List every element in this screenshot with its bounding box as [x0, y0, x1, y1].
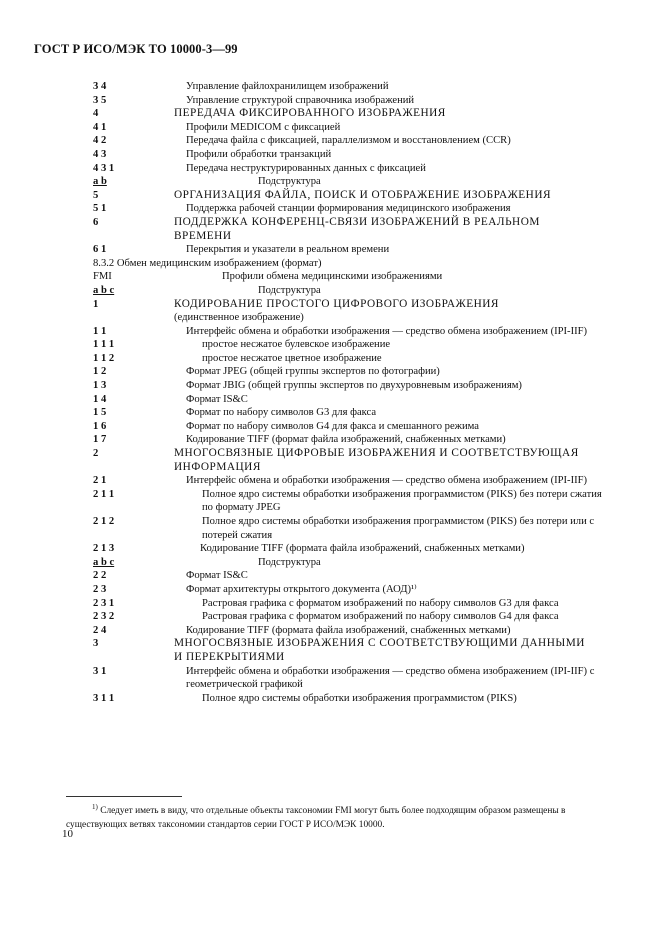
taxonomy-code: a b: [93, 176, 107, 188]
taxonomy-description: 8.3.2 Обмен медицинским изображением (формат): [93, 257, 322, 269]
taxonomy-description: Кодирование TIFF (формата файла изображений, снабженных метками): [186, 624, 511, 636]
footnote: [66, 800, 600, 832]
taxonomy-row: [0, 393, 661, 407]
taxonomy-code: 2 2: [93, 570, 107, 582]
taxonomy-row: [0, 406, 661, 420]
taxonomy-row: [0, 515, 661, 542]
taxonomy-description: Формат JPEG (общей группы экспертов по фотографии): [186, 366, 440, 378]
taxonomy-row: [0, 665, 661, 692]
taxonomy-row: [0, 148, 661, 162]
taxonomy-description: Поддержка рабочей станции формирования медицинского изображения: [186, 203, 511, 215]
taxonomy-code: 5 1: [93, 203, 107, 215]
taxonomy-row: [0, 107, 661, 121]
taxonomy-description: Передача неструктурированных данных с фиксацией: [186, 162, 426, 174]
taxonomy-description: Подструктура: [258, 176, 321, 188]
taxonomy-code: 3 5: [93, 94, 107, 106]
taxonomy-code: 3: [93, 638, 99, 650]
taxonomy-description: Перекрытия и указатели в реальном времени: [186, 244, 390, 256]
taxonomy-row: [0, 583, 661, 597]
taxonomy-row: [0, 121, 661, 135]
taxonomy-row: [0, 134, 661, 148]
taxonomy-code: 1 6: [93, 420, 107, 432]
taxonomy-row: [0, 365, 661, 379]
taxonomy-description: Управление файлохранилищем изображений: [186, 81, 389, 92]
taxonomy-description: Полное ядро системы обработки изображения программистом (PIKS) без потери сжатия по формату JPEG: [202, 488, 602, 514]
taxonomy-description: Профили обмена медицинскими изображениями: [222, 271, 443, 283]
taxonomy-row: [0, 94, 661, 108]
taxonomy-row: [0, 542, 661, 556]
footnote-mark: 1): [92, 803, 98, 811]
taxonomy-row: [0, 352, 661, 366]
taxonomy-row: [0, 216, 661, 243]
taxonomy-code: 4 2: [93, 135, 107, 147]
taxonomy-row: [0, 597, 661, 611]
taxonomy-description: Формат по набору символов G3 для факса: [186, 407, 377, 419]
taxonomy-code: 1 5: [93, 407, 107, 419]
taxonomy-code: 1 2: [93, 366, 107, 378]
taxonomy-description: Растровая графика с форматом изображений по набору символов G4 для факса: [202, 611, 559, 623]
taxonomy-code: FMI: [93, 271, 112, 283]
taxonomy-row: [0, 243, 661, 257]
taxonomy-code: 3 1: [93, 665, 107, 677]
page-number: 10: [62, 828, 73, 840]
taxonomy-row: [0, 325, 661, 339]
taxonomy-row: [0, 202, 661, 216]
taxonomy-description: Формат IS&C: [186, 570, 248, 582]
taxonomy-description: ПЕРЕДАЧА ФИКСИРОВАННОГО ИЗОБРАЖЕНИЯ: [174, 107, 446, 120]
taxonomy-description: МНОГОСВЯЗНЫЕ ИЗОБРАЖЕНИЯ С СООТВЕТСТВУЮЩИМИ ДАННЫМИ И ПЕРЕКРЫТИЯМИ: [174, 637, 585, 663]
taxonomy-description: Формат по набору символов G4 для факса и смешанного режима: [186, 420, 480, 432]
taxonomy-code: 2 3: [93, 583, 107, 595]
taxonomy-code: 1 4: [93, 393, 107, 405]
taxonomy-description: Интерфейс обмена и обработки изображения — средство обмена изображением (IPI-IIF) с геометрической графикой: [186, 665, 595, 691]
taxonomy-row: [0, 474, 661, 488]
taxonomy-description: Кодирование TIFF (формат файла изображений, снабженных метками): [186, 434, 506, 446]
taxonomy-description: Кодирование TIFF (формата файла изображений, снабженных метками): [200, 543, 525, 555]
taxonomy-row: [0, 298, 661, 312]
taxonomy-code: 2 4: [93, 624, 107, 636]
taxonomy-code: 3 4: [93, 81, 107, 92]
taxonomy-code: 2 1 2: [93, 516, 115, 527]
document-header: ГОСТ Р ИСО/МЭК ТО 10000-3—99: [34, 42, 238, 56]
taxonomy-description: Интерфейс обмена и обработки изображения — средство обмена изображением (IPI-IIF): [186, 325, 588, 337]
taxonomy-row: [0, 637, 661, 664]
taxonomy-code: 1 1 1: [93, 339, 115, 351]
taxonomy-row: [0, 379, 661, 393]
taxonomy-description: Подструктура: [258, 556, 321, 568]
taxonomy-code: 6: [93, 216, 99, 228]
taxonomy-code: 1 1: [93, 325, 107, 337]
taxonomy-row: [0, 488, 661, 515]
taxonomy-row: [0, 556, 661, 570]
taxonomy-code: 3 1 1: [93, 692, 115, 704]
taxonomy-description: МНОГОСВЯЗНЫЕ ЦИФРОВЫЕ ИЗОБРАЖЕНИЯ И СООТВЕТСТВУЮЩАЯ ИНФОРМАЦИЯ: [174, 447, 579, 473]
taxonomy-row: [0, 284, 661, 298]
taxonomy-code: 1 7: [93, 434, 107, 446]
taxonomy-description: Управление структурой справочника изображений: [186, 94, 415, 106]
taxonomy-description: Формат JBIG (общей группы экспертов по двухуровневым изображениям): [186, 380, 522, 392]
taxonomy-description: Полное ядро системы обработки изображения программистом (PIKS) без потери или с потерей сжатия: [202, 516, 595, 541]
taxonomy-code: 5: [93, 189, 99, 201]
taxonomy-row: [0, 420, 661, 434]
taxonomy-code: 2 3 2: [93, 611, 115, 623]
taxonomy-description: ПОДДЕРЖКА КОНФЕРЕНЦ-СВЯЗИ ИЗОБРАЖЕНИЙ В РЕАЛЬНОМ ВРЕМЕНИ: [174, 215, 540, 242]
taxonomy-code: 4 1: [93, 121, 107, 133]
taxonomy-row: [0, 80, 661, 94]
taxonomy-description: Формат архитектуры открытого документа (АОД)¹⁾: [186, 583, 417, 595]
taxonomy-code: 2 1 1: [93, 488, 115, 500]
taxonomy-row: [0, 569, 661, 583]
taxonomy-row: [0, 338, 661, 352]
taxonomy-code: 2: [93, 448, 99, 460]
taxonomy-description: Подструктура: [258, 284, 321, 296]
taxonomy-description: простое несжатое булевское изображение: [202, 339, 391, 351]
taxonomy-row: [0, 311, 661, 325]
taxonomy-row: [0, 624, 661, 638]
taxonomy-row: [0, 433, 661, 447]
taxonomy-code: 4: [93, 108, 99, 120]
taxonomy-row: [0, 257, 661, 271]
taxonomy-row: [0, 175, 661, 189]
taxonomy-code: 2 1: [93, 475, 107, 487]
taxonomy-description: ОРГАНИЗАЦИЯ ФАЙЛА, ПОИСК И ОТОБРАЖЕНИЕ ИЗОБРАЖЕНИЯ: [174, 188, 552, 201]
taxonomy-description: Растровая графика с форматом изображений по набору символов G3 для факса: [202, 597, 559, 609]
taxonomy-row: [0, 270, 661, 284]
taxonomy-description: Полное ядро системы обработки изображения программистом (PIKS): [202, 692, 517, 704]
taxonomy-description: (единственное изображение): [174, 312, 304, 324]
taxonomy-list: [0, 80, 661, 705]
taxonomy-description: Профили MEDICOM с фиксацией: [186, 121, 341, 133]
taxonomy-code: 6 1: [93, 244, 107, 256]
footnote-separator: [66, 796, 182, 797]
taxonomy-description: Интерфейс обмена и обработки изображения — средство обмена изображением (IPI-IIF): [186, 475, 588, 487]
taxonomy-code: 4 3 1: [93, 162, 115, 174]
taxonomy-code: 2 3 1: [93, 597, 115, 609]
taxonomy-code: a b c: [93, 284, 115, 296]
taxonomy-code: 1 1 2: [93, 352, 115, 364]
taxonomy-description: КОДИРОВАНИЕ ПРОСТОГО ЦИФРОВОГО ИЗОБРАЖЕНИЯ: [174, 297, 499, 310]
taxonomy-code: 1 3: [93, 380, 107, 392]
taxonomy-row: [0, 610, 661, 624]
footnote-text: Следует иметь в виду, что отдельные объекты таксономии FMI могут быть более подходящим образом размещены в существующих ветвях таксономии стандартов серии ГОСТ Р ИСО/МЭК 10000.: [66, 806, 566, 831]
taxonomy-code: 1: [93, 298, 99, 310]
taxonomy-description: Формат IS&C: [186, 393, 248, 405]
taxonomy-row: [0, 162, 661, 176]
taxonomy-description: простое несжатое цветное изображение: [202, 352, 382, 364]
taxonomy-row: [0, 447, 661, 474]
taxonomy-code: a b c: [93, 556, 115, 568]
taxonomy-row: [0, 189, 661, 203]
taxonomy-description: Профили обработки транзакций: [186, 148, 332, 160]
taxonomy-description: Передача файла с фиксацией, параллелизмом и восстановлением (CCR): [186, 135, 511, 147]
taxonomy-row: [0, 692, 661, 706]
taxonomy-code: 4 3: [93, 148, 107, 160]
taxonomy-code: 2 1 3: [93, 543, 115, 555]
